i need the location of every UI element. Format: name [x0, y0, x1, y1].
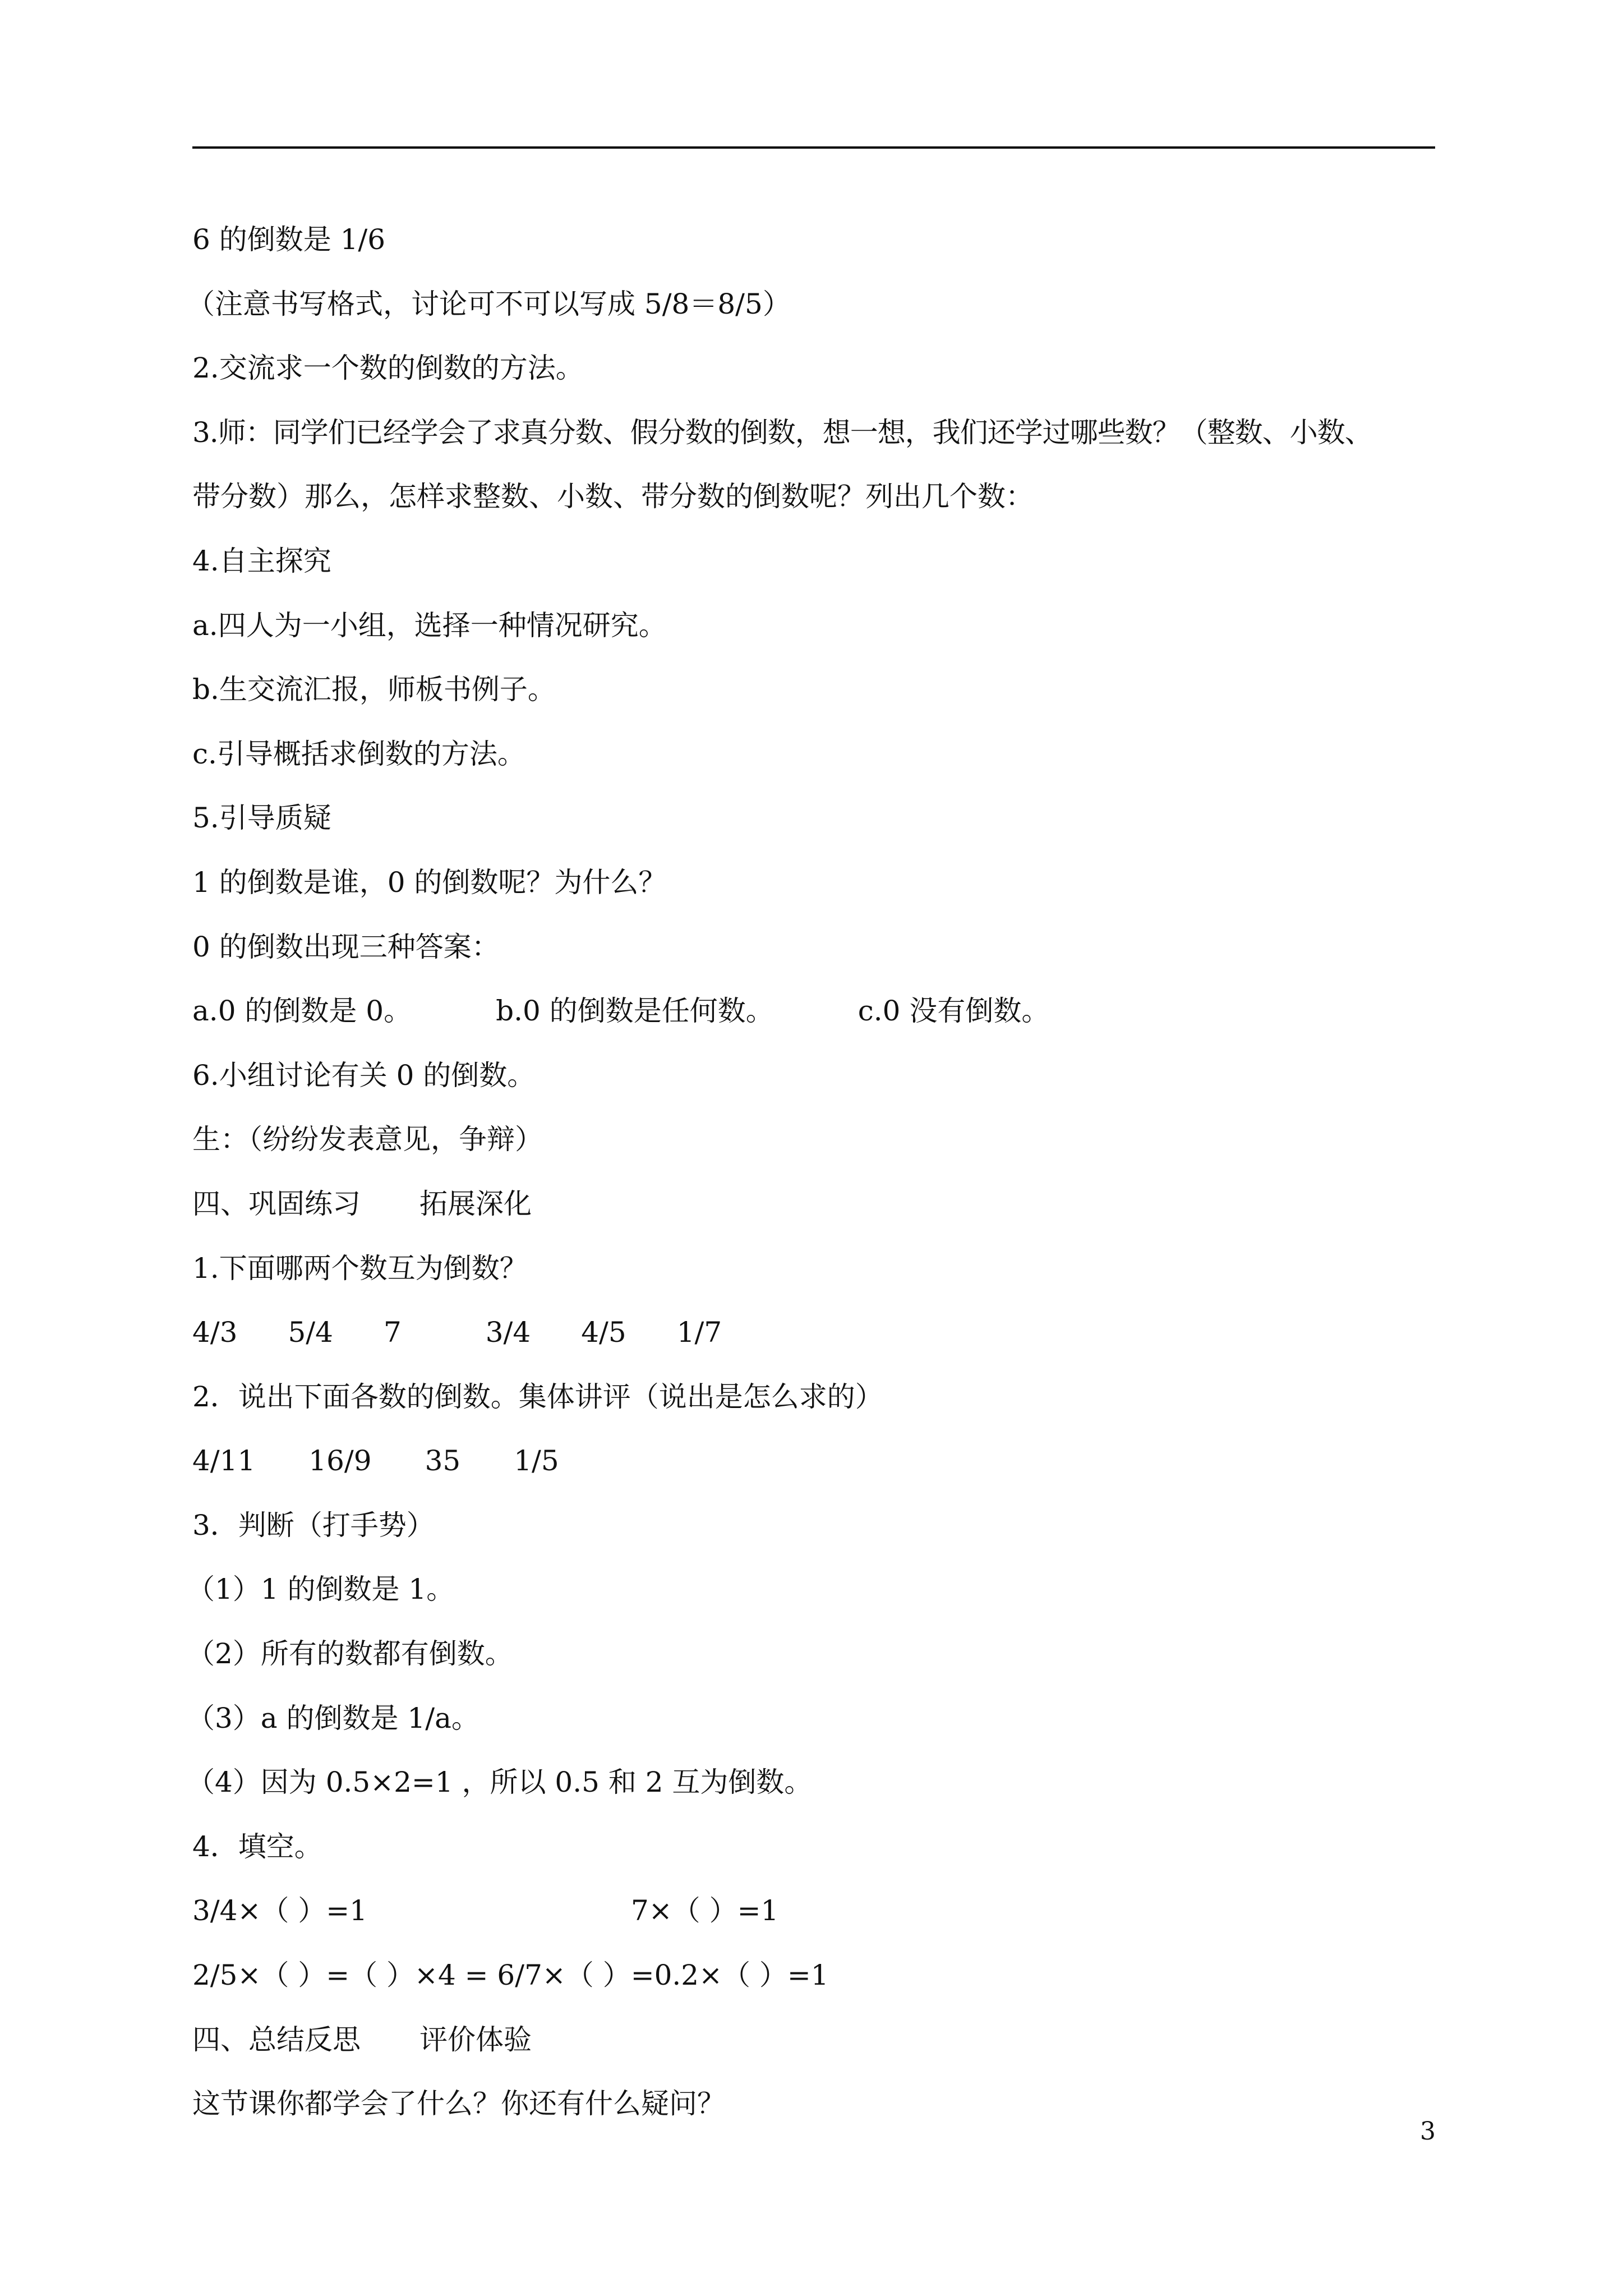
text-line: 1 的倒数是谁，0 的倒数呢？为什么？ [192, 866, 667, 899]
text-line: （2）所有的数都有倒数。 [187, 1637, 513, 1671]
answer-option-b: b.0 的倒数是任何数。 [496, 995, 774, 1028]
number-item: 1/5 [514, 1444, 559, 1478]
section-heading: 四、总结反思 评价体验 [192, 2023, 532, 2056]
page-number: 3 [1420, 2117, 1436, 2146]
number-item: 5/4 [288, 1316, 333, 1349]
text-line: 2.交流求一个数的倒数的方法。 [192, 352, 584, 385]
section-heading: 四、巩固练习 拓展深化 [192, 1187, 532, 1220]
answer-option-a: a.0 的倒数是 0。 [192, 995, 412, 1028]
text-line: （4）因为 0.5×2=1 ，所以 0.5 和 2 互为倒数。 [187, 1766, 813, 1799]
answer-option-c: c.0 没有倒数。 [857, 995, 1050, 1028]
number-list [192, 1300, 1435, 1365]
number-item: 3/4 [485, 1316, 531, 1349]
number-item: 4/3 [192, 1316, 238, 1349]
fill-blank-row [192, 1879, 1435, 1943]
text-line: 6 的倒数是 1/6 [192, 223, 386, 256]
number-item: 1/7 [676, 1316, 722, 1349]
text-line: （1）1 的倒数是 1。 [187, 1573, 455, 1606]
answer-options-row [192, 979, 1435, 1043]
header-rule [192, 146, 1435, 149]
text-line: 带分数）那么，怎样求整数、小数、带分数的倒数呢？列出几个数： [192, 480, 1034, 513]
text-line: b.生交流汇报，师板书例子。 [192, 673, 556, 706]
text-line: （3）a 的倒数是 1/a。 [187, 1701, 479, 1734]
number-list [192, 1429, 1435, 1493]
text-line: 6.小组讨论有关 0 的倒数。 [192, 1059, 536, 1092]
text-line: a.四人为一小组，选择一种情况研究。 [192, 609, 667, 642]
text-line: 3．判断（打手势） [192, 1508, 435, 1542]
number-item: 35 [425, 1444, 461, 1478]
number-item: 16/9 [308, 1444, 372, 1478]
text-line: 0 的倒数出现三种答案： [192, 930, 500, 963]
text-line: 4．填空。 [192, 1830, 322, 1863]
text-line: 2/5×（ ）=（ ）×4 = 6/7×（ ）=0.2×（ ）=1 [192, 1959, 829, 1992]
text-line: （注意书写格式，讨论可不可以写成 5/8＝8/5） [187, 287, 791, 320]
number-item: 4/5 [581, 1316, 626, 1349]
text-line: 5.引导质疑 [192, 802, 331, 835]
text-line: 生：（纷纷发表意见，争辩） [192, 1123, 543, 1156]
text-line: c.引导概括求倒数的方法。 [192, 737, 525, 770]
text-line: 这节课你都学会了什么？你还有什么疑问？ [192, 2087, 725, 2120]
text-line: 2．说出下面各数的倒数。集体讲评（说出是怎么求的） [192, 1380, 883, 1413]
number-item: 4/11 [192, 1444, 256, 1478]
page-body [187, 208, 1435, 2136]
fill-blank-item: 7×（ ）=1 [630, 1894, 779, 1927]
fill-blank-item: 3/4×（ ）=1 [192, 1894, 367, 1927]
text-line: 1.下面哪两个数互为倒数？ [192, 1251, 528, 1285]
number-item: 7 [383, 1316, 402, 1349]
text-line: 4.自主探究 [192, 544, 331, 577]
text-line: 3.师：同学们已经学会了求真分数、假分数的倒数，想一想，我们还学过哪些数？（整数、小数、 [192, 416, 1372, 449]
